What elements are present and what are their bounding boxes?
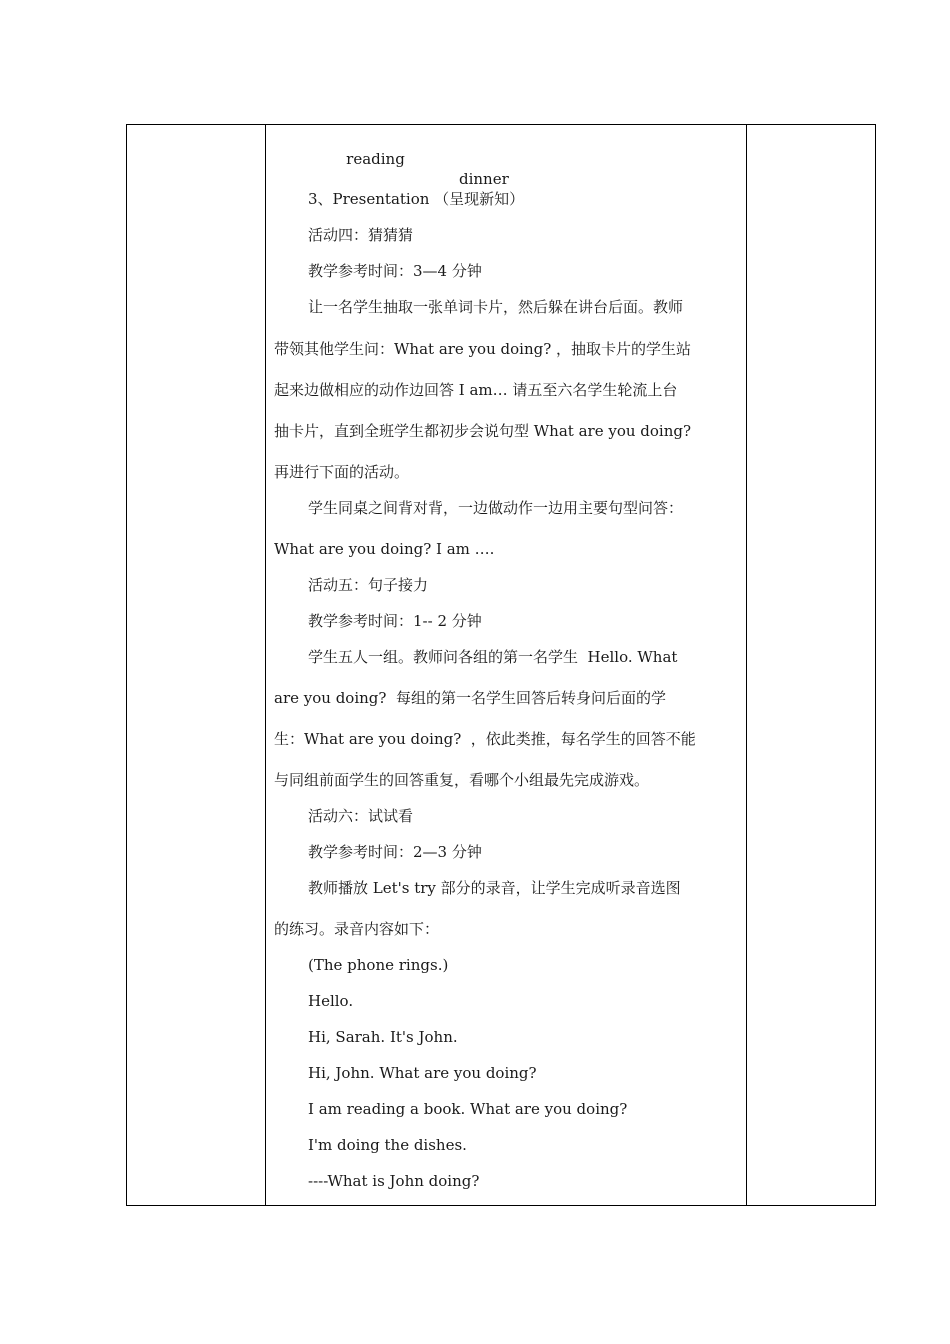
vocab-word: reading [346,150,405,168]
column-divider-left [265,125,266,1205]
paragraph-line: What are you doing? I am …. [274,540,495,558]
activity-title: 活动六：试试看 [308,807,414,825]
dialogue-line: Hello. [308,992,354,1010]
vocab-word: dinner [459,170,509,188]
paragraph-line: 生：What are you doing? ，依此类推，每名学生的回答不能 [274,730,696,748]
paragraph-line: 与同组前面学生的回答重复，看哪个小组最先完成游戏。 [274,771,650,789]
left-column-cell [127,125,265,1205]
paragraph-line: 再进行下面的活动。 [274,463,410,481]
dialogue-question: ----What is John doing? [308,1172,480,1190]
time-note: 教学参考时间：2—3 分钟 [308,843,482,861]
time-note: 教学参考时间：3—4 分钟 [308,262,482,280]
paragraph-line: 学生五人一组。教师问各组的第一名学生 Hello. What [308,648,678,666]
lesson-table [126,124,876,1206]
paragraph-line: 带领其他学生问：What are you doing? ，抽取卡片的学生站 [274,340,692,358]
paragraph-line: 起来边做相应的动作边回答 I am… 请五至六名学生轮流上台 [274,381,678,399]
section-heading: 3、Presentation （呈现新知） [308,190,525,208]
dialogue-line: (The phone rings.) [308,956,449,974]
paragraph-line: 的练习。录音内容如下： [274,920,440,938]
paragraph-line: 抽卡片，直到全班学生都初步会说句型 What are you doing? [274,422,692,440]
right-column-cell [747,125,875,1205]
time-note: 教学参考时间：1-- 2 分钟 [308,612,482,630]
paragraph-line: are you doing? 每组的第一名学生回答后转身问后面的学 [274,689,666,707]
dialogue-line: I am reading a book. What are you doing? [308,1100,628,1118]
dialogue-line: I'm doing the dishes. [308,1136,467,1154]
activity-title: 活动五：句子接力 [308,576,429,594]
paragraph-line: 让一名学生抽取一张单词卡片，然后躲在讲台后面。教师 [308,298,684,316]
dialogue-line: Hi, John. What are you doing? [308,1064,537,1082]
dialogue-line: Hi, Sarah. It's John. [308,1028,458,1046]
activity-title: 活动四：猜猜猜 [308,226,414,244]
paragraph-line: 教师播放 Let's try 部分的录音，让学生完成听录音选图 [308,879,681,897]
paragraph-line: 学生同桌之间背对背，一边做动作一边用主要句型问答： [308,499,684,517]
